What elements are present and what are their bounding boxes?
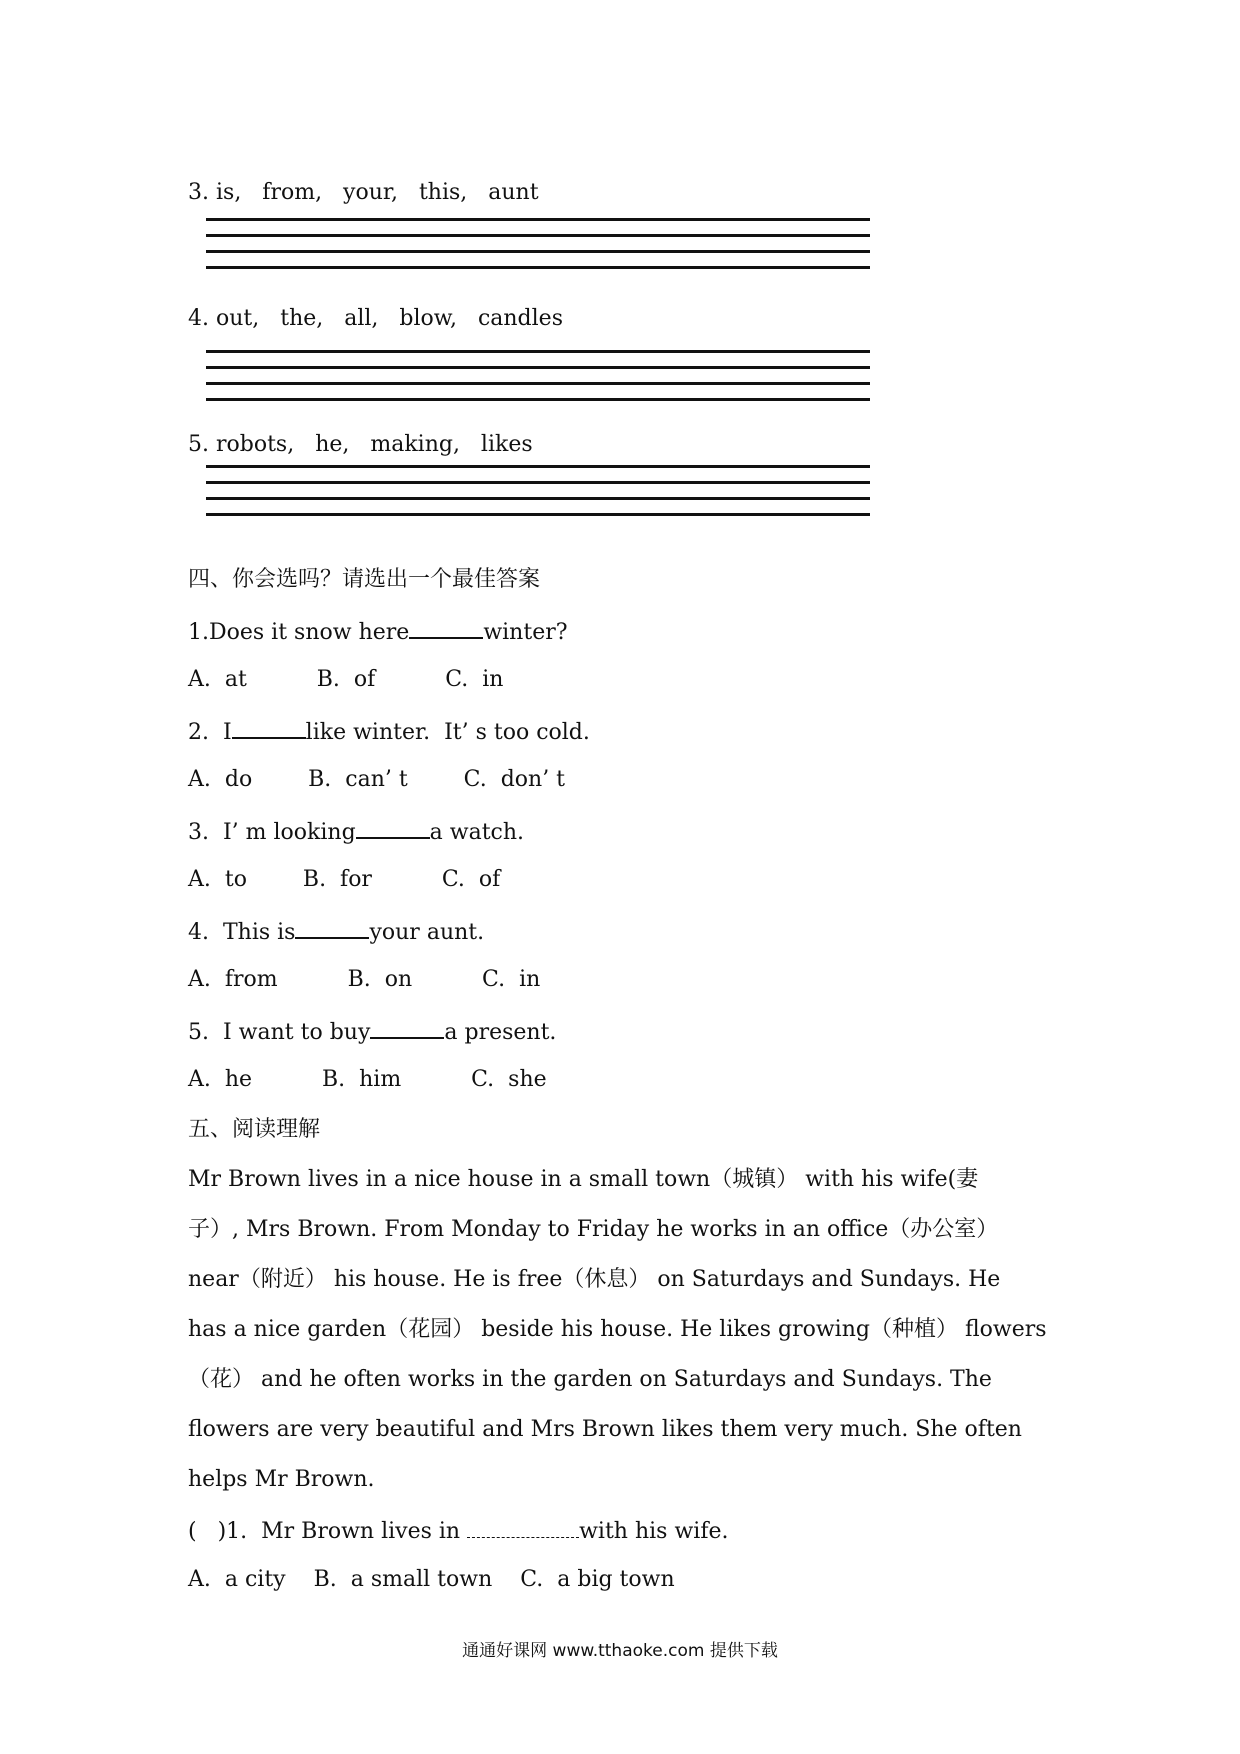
mc-question-1: 1.Does it snow here winter? <box>188 615 568 648</box>
passage-line: helps Mr Brown. <box>188 1467 375 1492</box>
mc-options-3: A. to B. for C. of <box>188 867 501 892</box>
mc-question-4: 4. This is your aunt. <box>188 915 484 948</box>
reading-question-1: ( )1. Mr Brown lives in with his wife. <box>188 1515 728 1547</box>
passage-line: has a nice garden（花园） beside his house. He likes growing（种植） flowers <box>188 1317 1047 1342</box>
word-list: is, from, your, this, aunt <box>216 180 539 205</box>
word-list: robots, he, making, likes <box>216 432 533 457</box>
answer-blank <box>409 615 483 639</box>
section-5-title: 五、阅读理解 <box>188 1117 321 1142</box>
item-number: 4. <box>188 306 209 331</box>
passage-line: Mr Brown lives in a nice house in a small town（城镇） with his wife(妻 <box>188 1167 979 1192</box>
answer-blank <box>356 815 430 839</box>
answer-blank <box>232 715 306 739</box>
mc-options-2: A. do B. can’ t C. don’ t <box>188 767 566 792</box>
passage-line: （花） and he often works in the garden on Saturdays and Sundays. The <box>188 1367 992 1392</box>
mc-question-2: 2. I like winter. It’ s too cold. <box>188 715 590 748</box>
passage-line: flowers are very beautiful and Mrs Brown likes them very much. She often <box>188 1417 1022 1442</box>
ordering-item-5 <box>188 430 533 460</box>
item-number: 3. <box>188 180 209 205</box>
answer-blank <box>370 1015 444 1039</box>
answer-blank <box>295 915 369 939</box>
passage-line: 子）, Mrs Brown. From Monday to Friday he works in an office（办公室） <box>188 1217 999 1242</box>
word-list: out, the, all, blow, candles <box>216 306 563 331</box>
mc-options-1: A. at B. of C. in <box>188 667 504 692</box>
ordering-item-3 <box>188 178 539 208</box>
ordering-item-4 <box>188 304 563 334</box>
mc-options-4: A. from B. on C. in <box>188 967 541 992</box>
item-number: 5. <box>188 432 209 457</box>
section-4-title: 四、你会选吗？请选出一个最佳答案 <box>188 567 541 592</box>
mc-question-5: 5. I want to buy a present. <box>188 1015 556 1048</box>
mc-options-5: A. he B. him C. she <box>188 1067 547 1092</box>
page-footer: 通通好课网 www.tthaoke.com 提供下载 <box>462 1641 778 1661</box>
answer-blank <box>467 1515 579 1538</box>
reading-options-1: A. a city B. a small town C. a big town <box>188 1567 675 1592</box>
mc-question-3: 3. I’ m looking a watch. <box>188 815 524 848</box>
passage-line: near（附近） his house. He is free（休息） on Saturdays and Sundays. He <box>188 1267 1001 1292</box>
